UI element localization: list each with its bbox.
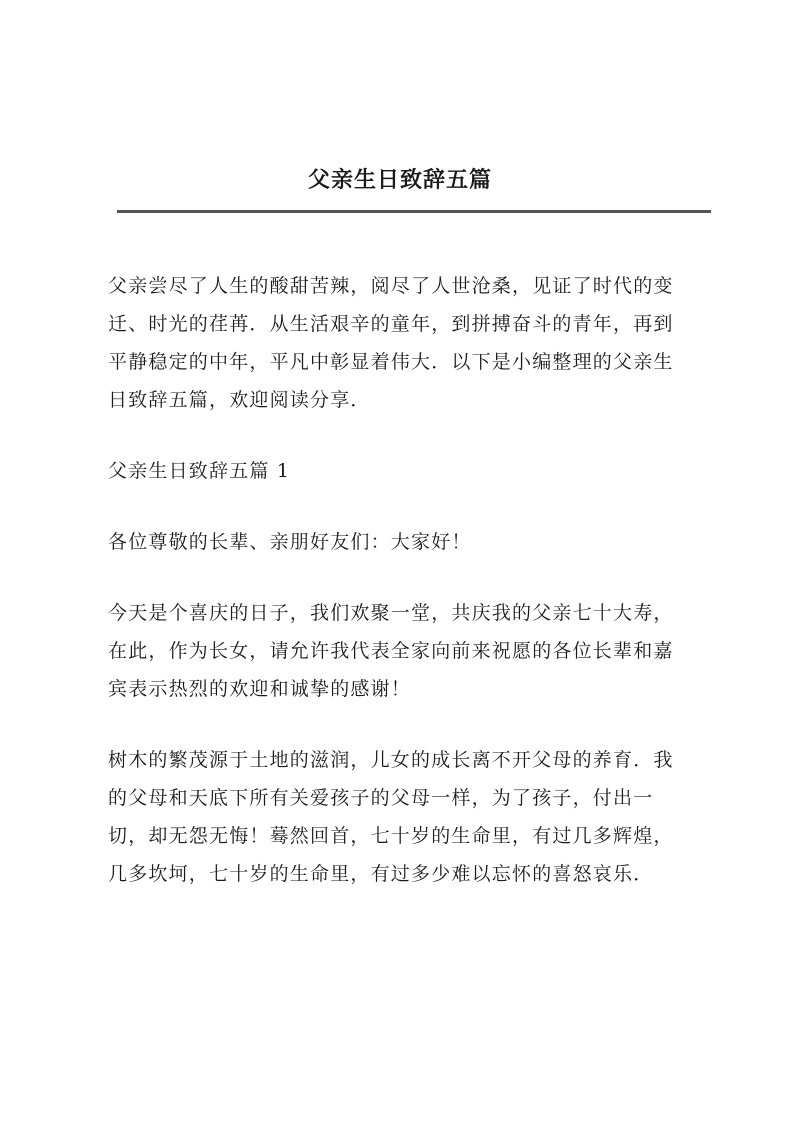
greeting-text: 各位尊敬的长辈、亲朋好友们：大家好！ bbox=[108, 531, 472, 553]
paragraph-line: 宾表示热烈的欢迎和诚挚的感谢！ bbox=[108, 678, 412, 700]
intro-line: 迁、时光的荏苒．从生活艰辛的童年，到拼搏奋斗的青年，再到 bbox=[108, 313, 674, 335]
document-title: 父亲生日致辞五篇 bbox=[307, 167, 492, 193]
title-underline bbox=[117, 210, 711, 213]
greeting-paragraph bbox=[108, 523, 708, 561]
paragraph-line: 的父母和天底下所有关爱孩子的父母一样，为了孩子，付出一 bbox=[108, 787, 654, 809]
paragraph-line: 在此，作为长女，请允许我代表全家向前来祝愿的各位长辈和嘉 bbox=[108, 640, 674, 662]
intro-line: 日致辞五篇，欢迎阅读分享． bbox=[108, 389, 371, 411]
paragraph-line: 几多坎坷，七十岁的生命里，有过多少难以忘怀的喜怒哀乐． bbox=[108, 863, 654, 885]
section-heading-text: 父亲生日致辞五篇 1 bbox=[108, 460, 291, 482]
paragraph-line: 树木的繁茂源于土地的滋润，儿女的成长离不开父母的养育．我 bbox=[108, 749, 674, 771]
section-heading bbox=[108, 452, 708, 490]
intro-paragraph bbox=[108, 267, 708, 419]
intro-line: 父亲尝尽了人生的酸甜苦辣，阅尽了人世沧桑，见证了时代的变 bbox=[108, 275, 674, 297]
intro-line: 平静稳定的中年，平凡中彰显着伟大．以下是小编整理的父亲生 bbox=[108, 351, 674, 373]
paragraph-line: 今天是个喜庆的日子，我们欢聚一堂，共庆我的父亲七十大寿， bbox=[108, 602, 674, 624]
paragraph-line: 切，却无怨无悔！蓦然回首，七十岁的生命里，有过几多辉煌， bbox=[108, 825, 674, 847]
paragraph-1 bbox=[108, 594, 708, 708]
document-body bbox=[108, 267, 708, 926]
paragraph-2 bbox=[108, 741, 708, 893]
